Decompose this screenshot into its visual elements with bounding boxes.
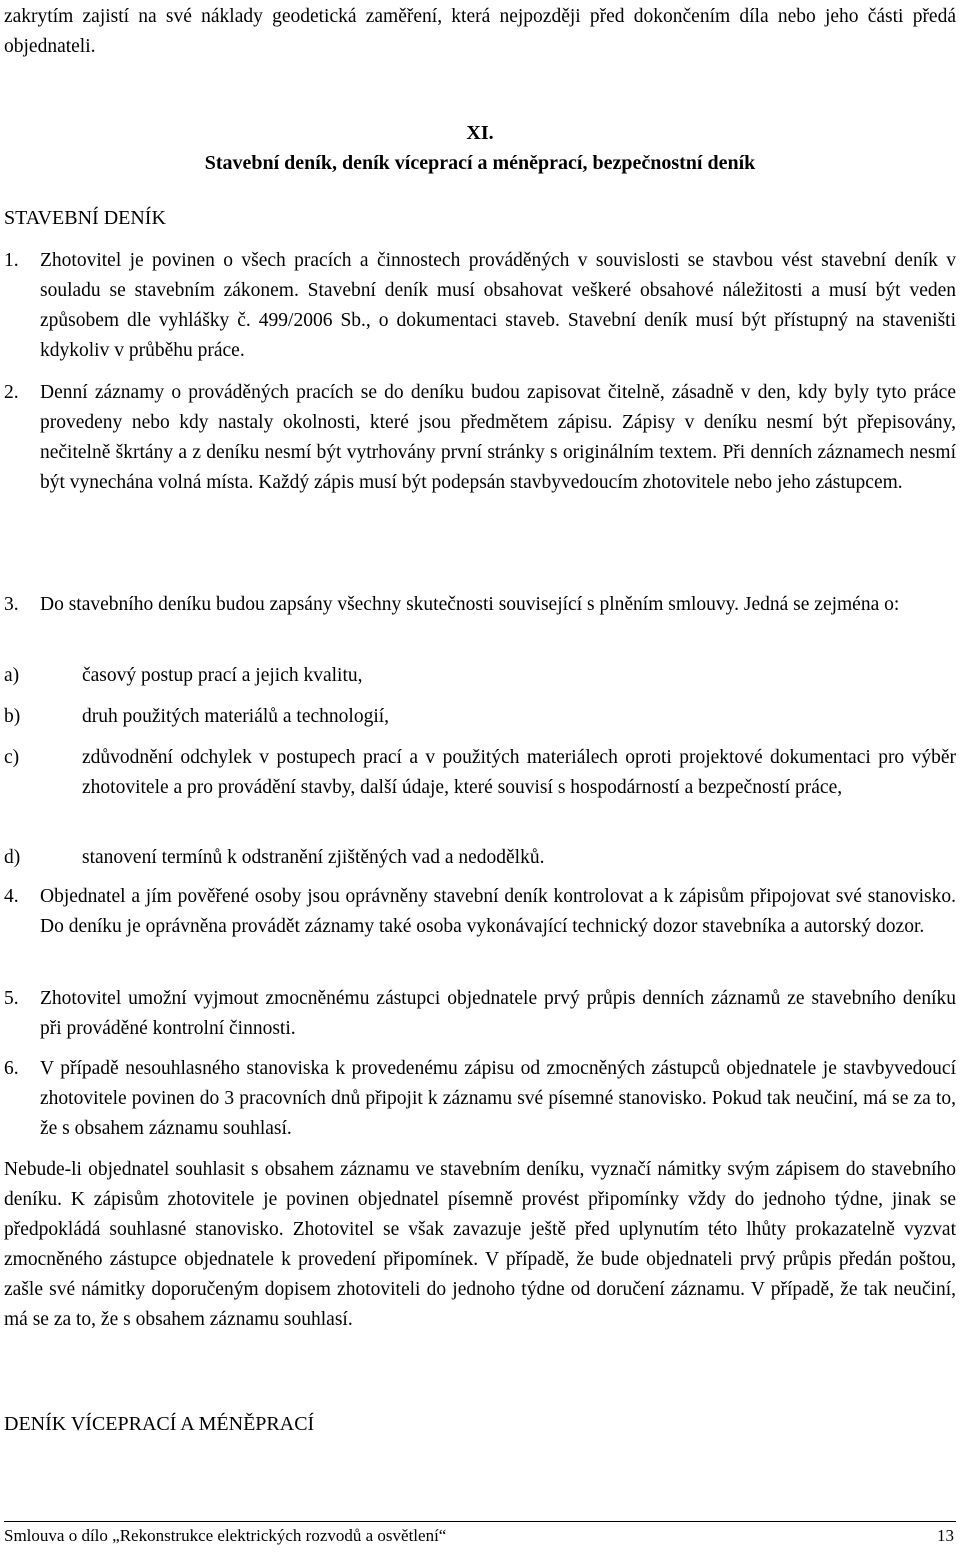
footer-divider bbox=[4, 1521, 956, 1522]
item-number: 4. bbox=[4, 886, 19, 907]
list-item bbox=[4, 1054, 956, 1144]
item-text: Denní záznamy o prováděných pracích se do deníku budou zapisovat čitelně, zásadně v den, kdy byly tyto práce provedeny nebo kdy nastaly okolnosti, které jsou předmětem zápisu. Zápisy v deníku nesmí být přepisovány, nečitelně škrtány a z deníku nesmí být vytrhovány první stránky s originálním textem. Při denních záznamech nesmí být vynechána volná místa. Každý zápis musí být podepsán stavbyvedoucím zhotovitele nebo jeho zástupcem. bbox=[40, 382, 956, 493]
list-item bbox=[4, 378, 956, 498]
sub-list-item bbox=[4, 702, 956, 732]
sub-item-text: stanovení termínů k odstranění zjištěných vad a nedodělků. bbox=[82, 847, 545, 868]
page-footer bbox=[4, 1523, 956, 1549]
page-number: 13 bbox=[937, 1526, 954, 1545]
sub-list-item bbox=[4, 843, 956, 873]
item-text: Do stavebního deníku budou zapsány všechny skutečnosti související s plněním smlouvy. Jedná se zejména o: bbox=[40, 594, 900, 615]
item-number: 5. bbox=[4, 988, 19, 1009]
item-text: Zhotovitel umožní vyjmout zmocněnému zástupci objednatele prvý průpis denních záznamů ze stavebního deníku při prováděné kontrolní činnosti. bbox=[40, 988, 956, 1039]
item-text: Zhotovitel je povinen o všech pracích a činnostech prováděných v souvislosti se stavbou vést stavební deník v souladu se stavebním zákonem. Stavební deník musí obsahovat veškeré obsahové náležitosti a musí být veden způsobem dle vyhlášky č. 499/2006 Sb., o dokumentaci staveb. Stavební deník musí být přístupný na staveništi kdykoliv v průběhu práce. bbox=[40, 250, 956, 361]
subheading-denik-viceprace: DENÍK VÍCEPRACÍ A MÉNĚPRACÍ bbox=[4, 1413, 315, 1435]
item-number: 3. bbox=[4, 594, 19, 615]
list-item bbox=[4, 246, 956, 366]
intro-paragraph: zakrytím zajistí na své náklady geodetická zaměření, která nejpozději před dokončením díla nebo jeho části předá objednateli. bbox=[4, 6, 956, 57]
item-number: 2. bbox=[4, 382, 19, 403]
sub-list-item bbox=[4, 743, 956, 803]
sub-item-text: druh použitých materiálů a technologií, bbox=[82, 706, 390, 727]
closing-paragraph: Nebude-li objednatel souhlasit s obsahem záznamu ve stavebním deníku, vyznačí námitky svým zápisem do stavebního deníku. K zápisům zhotovitele je povinen objednatel písemně provést připomínky vždy do jednoho týdne, jinak se předpokládá souhlasné stanovisko. Zhotovitel se však zavazuje ještě před uplynutím této lhůty prokazatelně vyzvat zmocněného zástupce objednatele k provedení připomínek. V případě, že bude objednateli prvý průpis předán poštou, zašle své námitky doporučeným dopisem zhotoviteli do jednoho týdne od doručení záznamu. V případě, že tak neučiní, má se za to, že s obsahem záznamu souhlasí. bbox=[4, 1159, 956, 1330]
item-number: 1. bbox=[4, 250, 19, 271]
section-number: XI. bbox=[466, 122, 494, 144]
item-text: V případě nesouhlasného stanoviska k provedenému zápisu od zmocněných zástupců objednatele je stavbyvedoucí zhotovitele povinen do 3 pracovních dnů připojit k záznamu své písemné stanovisko. Pokud tak neučiní, má se za to, že s obsahem záznamu souhlasí. bbox=[40, 1058, 956, 1139]
subheading-stavebni-denik: STAVEBNÍ DENÍK bbox=[4, 207, 166, 229]
sub-item-letter: b) bbox=[4, 706, 21, 727]
item-text: Objednatel a jím pověřené osoby jsou oprávněny stavební deník kontrolovat a k zápisům připojovat své stanovisko. Do deníku je oprávněna provádět záznamy také osoba vykonávající technický dozor stavebníka a autorský dozor. bbox=[40, 886, 956, 937]
list-item bbox=[4, 590, 956, 620]
section-title: Stavební deník, deník víceprací a méněprací, bezpečnostní deník bbox=[204, 152, 756, 174]
sub-item-text: zdůvodnění odchylek v postupech prací a v použitých materiálech oproti projektové dokumentaci pro výběr zhotovitele a pro provádění stavby, další údaje, které souvisí s hospodárností a bezpečností práce, bbox=[82, 747, 956, 798]
item-number: 6. bbox=[4, 1058, 19, 1079]
sub-list-item bbox=[4, 661, 956, 691]
list-item bbox=[4, 882, 956, 942]
sub-item-text: časový postup prací a jejich kvalitu, bbox=[82, 665, 363, 686]
sub-item-letter: c) bbox=[4, 747, 20, 768]
sub-item-letter: d) bbox=[4, 847, 21, 868]
footer-title: Smlouva o dílo „Rekonstrukce elektrických rozvodů a osvětlení“ bbox=[4, 1526, 447, 1545]
list-item bbox=[4, 984, 956, 1044]
sub-item-letter: a) bbox=[4, 665, 20, 686]
